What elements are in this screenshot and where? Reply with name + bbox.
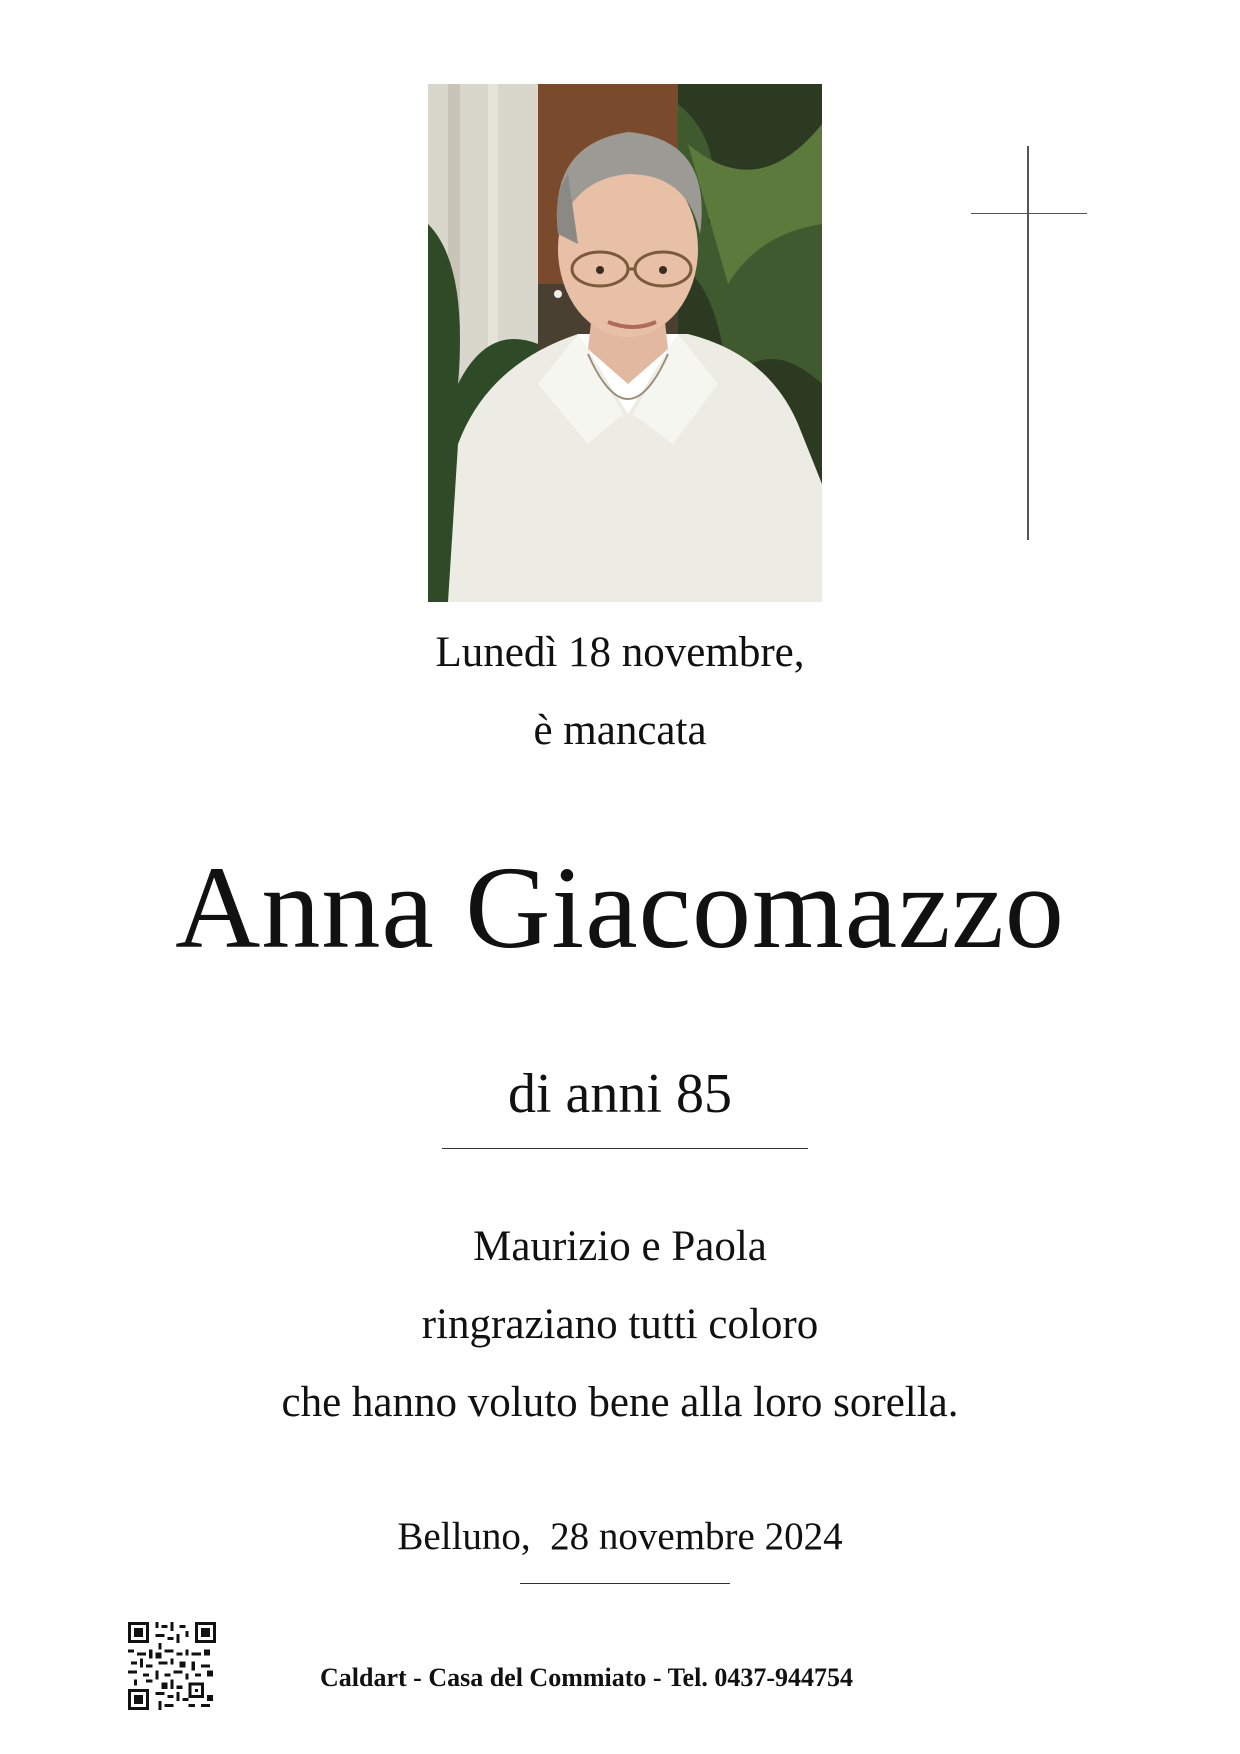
thanks-line-2: ringraziano tutti coloro xyxy=(421,1301,819,1348)
death-date-line: Lunedì 18 novembre, xyxy=(435,629,805,676)
passed-away-line: è mancata xyxy=(533,707,707,754)
deceased-name: Anna Giacomazzo xyxy=(175,842,1065,973)
qr-code-icon[interactable] xyxy=(128,1622,216,1710)
thanks-line-1: Maurizio e Paola xyxy=(473,1223,767,1270)
cross-horizontal-bar xyxy=(971,213,1087,214)
place-and-date: Belluno, 28 novembre 2024 xyxy=(397,1515,843,1558)
place-divider xyxy=(520,1583,730,1584)
portrait-photo xyxy=(428,84,822,602)
funeral-home-contact: Caldart - Casa del Commiato - Tel. 0437-944754 xyxy=(320,1663,853,1692)
age-divider xyxy=(442,1148,808,1149)
thanks-line-3: che hanno voluto bene alla loro sorella. xyxy=(281,1379,959,1426)
age-line: di anni 85 xyxy=(508,1063,732,1125)
cross-vertical-bar xyxy=(1027,146,1029,540)
